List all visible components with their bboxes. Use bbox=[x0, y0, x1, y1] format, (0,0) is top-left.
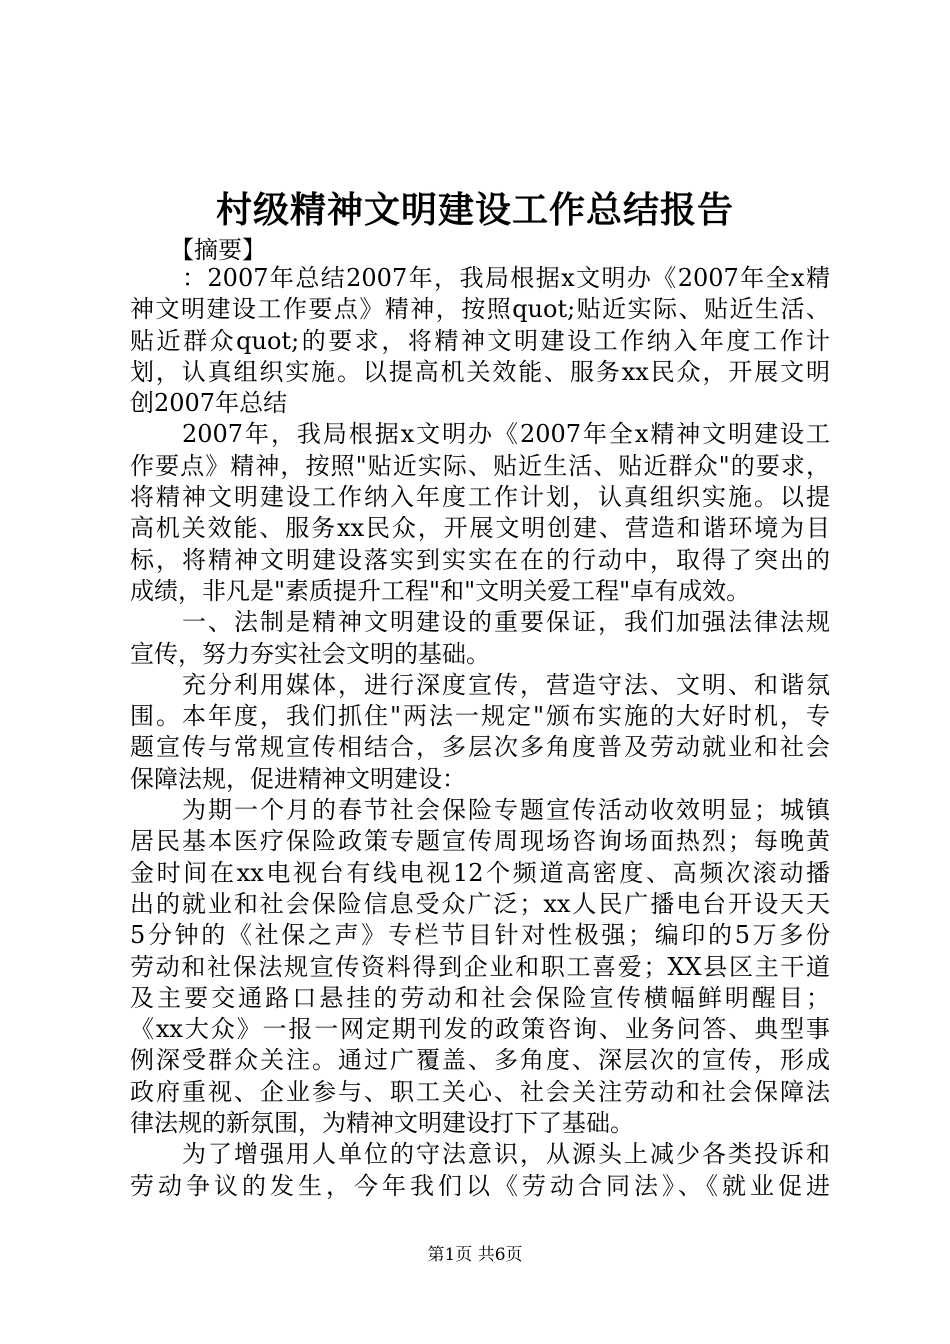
text-line: 《xx大众》一报一网定期刊发的政策咨询、业务问答、典型事 bbox=[130, 1015, 830, 1044]
text-line: 宣传，努力夯实社会文明的基础。 bbox=[130, 639, 490, 668]
text-line: 创2007年总结 bbox=[130, 389, 288, 418]
text-line: 题宣传与常规宣传相结合，多层次多角度普及劳动就业和社会 bbox=[130, 733, 830, 762]
text-line: 一、法制是精神文明建设的重要保证，我们加强法律法规 bbox=[182, 608, 830, 637]
abstract-label: 【摘要】 bbox=[170, 236, 266, 264]
text-line: 金时间在xx电视台有线电视12个频道高密度、高频次滚动播 bbox=[130, 858, 830, 887]
text-line: ：2007年总结2007年，我局根据x文明办《2007年全x精 bbox=[182, 264, 830, 292]
text-line: 围。本年度，我们抓住"两法一规定"颁布实施的大好时机，专 bbox=[130, 702, 830, 731]
document-title: 村级精神文明建设工作总结报告 bbox=[215, 189, 734, 231]
text-line: 例深受群众关注。通过广覆盖、多角度、深层次的宣传，形成 bbox=[130, 1046, 830, 1075]
text-line: 贴近群众quot;的要求，将精神文明建设工作纳入年度工作计 bbox=[130, 326, 830, 355]
text-line: 作要点》精神，按照"贴近实际、贴近生活、贴近群众"的要求， bbox=[130, 451, 830, 480]
text-line: 高机关效能、服务xx民众，开展文明创建、营造和谐环境为目 bbox=[130, 514, 830, 543]
text-line: 政府重视、企业参与、职工关心、社会关注劳动和社会保障法 bbox=[130, 1077, 830, 1106]
text-line: 劳动争议的发生，今年我们以《劳动合同法》、《就业促进 bbox=[130, 1171, 830, 1200]
text-line: 将精神文明建设工作纳入年度工作计划，认真组织实施。以提 bbox=[130, 483, 830, 512]
text-line: 律法规的新氛围，为精神文明建设打下了基础。 bbox=[130, 1109, 634, 1138]
text-line: 出的就业和社会保险信息受众广泛；xx人民广播电台开设天天 bbox=[130, 889, 830, 918]
document-body bbox=[130, 263, 830, 1202]
text-line: 保障法规，促进精神文明建设： bbox=[130, 764, 466, 793]
text-line: 标，将精神文明建设落实到实实在在的行动中，取得了突出的 bbox=[130, 545, 830, 574]
text-line: 居民基本医疗保险政策专题宣传周现场咨询场面热烈；每晚黄 bbox=[130, 827, 830, 856]
text-line: 为期一个月的春节社会保险专题宣传活动收效明显；城镇 bbox=[182, 796, 830, 825]
text-line: 及主要交通路口悬挂的劳动和社会保险宣传横幅鲜明醒目； bbox=[130, 983, 830, 1012]
text-line: 劳动和社保法规宣传资料得到企业和职工喜爱；XX县区主干道 bbox=[130, 952, 830, 981]
text-line: 划，认真组织实施。以提高机关效能、服务xx民众，开展文明 bbox=[130, 357, 830, 386]
text-line: 神文明建设工作要点》精神，按照quot;贴近实际、贴近生活、 bbox=[130, 295, 830, 324]
text-line: 2007年，我局根据x文明办《2007年全x精神文明建设工 bbox=[182, 420, 830, 449]
text-line: 为了增强用人单位的守法意识，从源头上减少各类投诉和 bbox=[182, 1140, 830, 1169]
text-line: 成绩，非凡是"素质提升工程"和"文明关爱工程"卓有成效。 bbox=[130, 576, 751, 605]
page-footer: 第1页 共6页 bbox=[427, 1245, 523, 1265]
text-line: 5分钟的《社保之声》专栏节目针对性极强；编印的5万多份 bbox=[130, 921, 830, 950]
text-line: 充分利用媒体，进行深度宣传，营造守法、文明、和谐氛 bbox=[182, 670, 830, 699]
